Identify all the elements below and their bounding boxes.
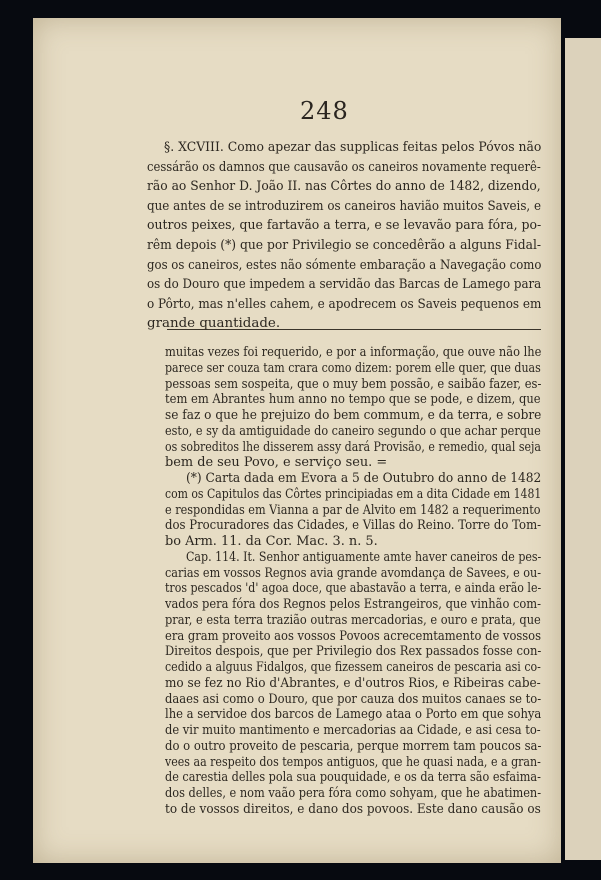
footnote-line: dos Procuradores das Cidades, e Villas do Reino. Torre do Tom- bbox=[165, 518, 542, 534]
section-line: gos os caneiros, estes não sómente embaração a Navegação como bbox=[147, 257, 542, 273]
footnote-line: com os Capitulos das Côrtes principiadas em a dita Cidade em 1481 bbox=[165, 486, 542, 502]
footnote-line: pessoas sem sospeita, que o muy bem possão, e saibão fazer, es- bbox=[165, 376, 542, 392]
footnote-line: vados pera fóra dos Regnos pelos Estrangeiros, que vinhão com- bbox=[165, 597, 542, 612]
footnote-line: to de vossos direitos, e dano dos povoos. Este dano causão os bbox=[165, 801, 541, 817]
footnote-line: dos delles, e nom vaão pera fóra como sohyam, que he abatimen- bbox=[165, 786, 542, 801]
footnote-line: e respondidas em Vianna a par de Alvito em 1482 a requerimento bbox=[165, 502, 541, 518]
footnote-line: tem em Abrantes hum anno no tempo que se pode, e dizem, que bbox=[165, 392, 541, 408]
footnote-line: lhe a servidoe dos barcos de Lamego ataa o Porto em que sohya bbox=[165, 707, 542, 723]
section-line: os do Douro que impedem a servidão das Barcas de Lamego para bbox=[147, 277, 542, 293]
section-line: cessárão os damnos que causavão os caneiros novamente requerê- bbox=[147, 159, 541, 175]
section-line: rêm depois (*) que por Privilegio se concedêrão a alguns Fidal- bbox=[147, 238, 542, 253]
footnote-line: bo Arm. 11. da Cor. Mac. 3. n. 5. bbox=[165, 534, 378, 549]
section-line: que antes de se introduzirem os caneiros havião muitos Saveis, e bbox=[147, 198, 542, 214]
footnote-line: de carestia delles pola sua pouquidade, e os da terra são esfaima- bbox=[165, 770, 541, 786]
footnote-line: parece ser couza tam crara como dizem: porem elle quer, que duas bbox=[165, 360, 541, 376]
section-line: rão ao Senhor D. João II. nas Côrtes do anno de 1482, dizendo, bbox=[147, 179, 541, 195]
footnote-line: (*) Carta dada em Evora a 5 de Outubro do anno de 1482 bbox=[186, 471, 542, 486]
adjacent-page-edge bbox=[565, 38, 601, 860]
section-line: §. XCVIII. Como apezar das supplicas feitas pelos Póvos não bbox=[164, 140, 542, 155]
footnote-line: muitas vezes foi requerido, e por a informação, que ouve não lhe bbox=[165, 345, 542, 360]
footnote-line: de vir muito mantimento e mercadorias aa Cidade, e asi cesa to- bbox=[165, 723, 541, 738]
footnote-line: do o outro proveito de pescaria, perque morrem tam poucos sa- bbox=[165, 738, 542, 754]
footnote-line: carias em vossos Regnos avia grande avomdança de Savees, e ou- bbox=[165, 565, 542, 581]
footnote-line: daaes asi como o Douro, que por cauza dos muitos canaes se to- bbox=[165, 691, 542, 707]
section-line: outros peixes, que fartavão a terra, e se levavão para fóra, po- bbox=[147, 218, 542, 234]
section-line: o Pôrto, mas n'elles cahem, e apodrecem os Saveis pequenos em bbox=[147, 296, 542, 312]
footnote-rule bbox=[167, 329, 541, 330]
footnote-line: vees aa respeito dos tempos antiguos, que he quasi nada, e a gran- bbox=[165, 754, 541, 770]
footnote-line: prar, e esta terra trazião outras mercadorias, e ouro e prata, que bbox=[165, 612, 541, 628]
footnote-line: era gram proveito aos vossos Povoos acrecemtamento de vossos bbox=[165, 628, 542, 644]
footnote-line: bem de seu Povo, e serviço seu. = bbox=[165, 455, 388, 471]
footnote-line: se faz o que he prejuizo do bem commum, e da terra, e sobre bbox=[165, 408, 542, 423]
footnote-line: Cap. 114. It. Senhor antiguamente amte haver caneiros de pes- bbox=[186, 549, 542, 565]
footnote-line: cedido a alguus Fidalgos, que fizessem caneiros de pescaria asi co- bbox=[165, 660, 541, 675]
page-number: 248 bbox=[300, 97, 349, 125]
footnote-line: Direitos despois, que per Privilegio dos Rex passados fosse con- bbox=[165, 644, 542, 660]
footnote-line: mo se fez no Rio d'Abrantes, e d'outros Rios, e Ribeiras cabe- bbox=[165, 675, 541, 691]
footnote-line: tros pescados 'd' agoa doce, que abastavão a terra, e ainda erão le- bbox=[165, 581, 542, 597]
section-line: grande quantidade. bbox=[147, 316, 281, 332]
footnote-line: os sobreditos lhe disserem assy dará Provisão, e remedio, qual seja bbox=[165, 439, 541, 455]
footnote-line: esto, e sy da amtiguidade do caneiro segundo o que achar perque bbox=[165, 423, 541, 439]
